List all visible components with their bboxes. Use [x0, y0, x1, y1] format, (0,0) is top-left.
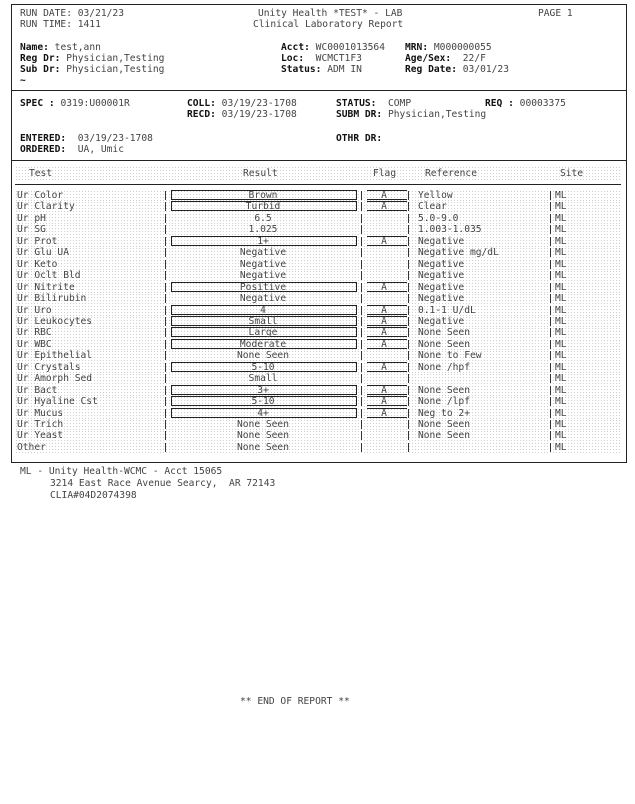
reference-range: 1.003-1.035: [418, 224, 482, 236]
column-separator: [550, 191, 551, 200]
table-row: [15, 442, 621, 453]
sub-dr: Sub Dr: Physician,Testing: [20, 64, 165, 75]
specimen-status: STATUS: COMP: [336, 98, 412, 109]
site-code: ML: [555, 293, 567, 305]
table-row: [15, 339, 621, 350]
table-row: [15, 327, 621, 338]
column-separator: [550, 317, 551, 326]
column-separator: [361, 386, 362, 395]
table-row: [15, 270, 621, 281]
site-code: ML: [555, 419, 567, 430]
column-separator: [361, 225, 362, 234]
test-name: Ur Clarity: [17, 201, 75, 213]
result-value: 1+: [257, 235, 269, 247]
mrn: MRN: M000000055: [405, 42, 492, 53]
column-separator: [361, 397, 362, 406]
column-separator: [361, 191, 362, 200]
site-code: ML: [555, 258, 567, 270]
flag-value: A: [381, 201, 387, 213]
ordered: ORDERED: UA, Umic: [20, 144, 124, 155]
reference-range: Negative: [418, 315, 465, 327]
column-separator: [550, 225, 551, 234]
result-value: 3+: [257, 384, 269, 396]
reference-range: None Seen: [418, 419, 470, 430]
site-code: ML: [555, 201, 567, 213]
test-name: Ur Bact: [17, 384, 58, 396]
column-separator: [165, 328, 166, 337]
flag-value: [362, 430, 406, 441]
column-separator: [550, 374, 551, 383]
reg-date: Reg Date: 03/01/23: [405, 64, 509, 75]
table-row: [15, 190, 621, 201]
test-name: Ur pH: [17, 212, 46, 224]
column-separator: [408, 191, 409, 200]
column-separator: [361, 431, 362, 440]
site-code: ML: [555, 441, 567, 453]
site-code: ML: [555, 190, 567, 201]
site-code: ML: [555, 281, 567, 293]
divider: [12, 160, 626, 161]
reference-range: None to Few: [418, 350, 482, 362]
column-separator: [165, 443, 166, 452]
clia-number: CLIA#04D2074398: [50, 490, 137, 501]
column-separator: [408, 294, 409, 303]
result-value: Brown: [248, 190, 278, 201]
column-separator: [361, 420, 362, 429]
flag-value: A: [381, 281, 387, 293]
result-value: 5-10: [251, 396, 275, 408]
site-line: ML - Unity Health-WCMC - Acct 15065: [20, 466, 223, 477]
column-separator: [165, 237, 166, 246]
result-value: 4: [260, 304, 266, 316]
column-separator: [550, 340, 551, 349]
table-row: [15, 293, 621, 304]
column-separator: [361, 237, 362, 246]
table-header: [15, 166, 621, 182]
reference-range: Negative: [418, 235, 465, 247]
test-name: Ur Uro: [17, 304, 52, 316]
column-separator: [550, 420, 551, 429]
column-separator: [408, 374, 409, 383]
site-code: ML: [555, 327, 567, 339]
test-name: Ur Epithelial: [17, 350, 93, 362]
column-separator: [165, 214, 166, 223]
flag-value: [362, 373, 406, 384]
column-separator: [165, 431, 166, 440]
site-code: ML: [555, 373, 567, 385]
column-separator: [550, 431, 551, 440]
column-separator: [361, 328, 362, 337]
column-separator: [408, 237, 409, 246]
account: Acct: WC0001013564: [281, 42, 385, 53]
column-separator: [550, 397, 551, 406]
result-value: 4+: [257, 407, 269, 419]
column-separator: [550, 271, 551, 280]
result-value: Small: [248, 373, 278, 385]
reference-range: None Seen: [418, 430, 470, 442]
test-name: Ur Bilirubin: [17, 293, 87, 305]
column-separator: [361, 294, 362, 303]
site-code: ML: [555, 304, 567, 316]
column-separator: [550, 214, 551, 223]
table-row: [15, 224, 621, 235]
column-separator: [408, 214, 409, 223]
test-name: Ur Nitrite: [17, 281, 75, 293]
column-separator: [408, 363, 409, 372]
result-value: Moderate: [239, 338, 287, 350]
column-separator: [550, 443, 551, 452]
test-name: Ur Keto: [17, 258, 58, 270]
column-separator: [361, 351, 362, 360]
column-separator: [550, 306, 551, 315]
collected: COLL: 03/19/23-1708: [187, 98, 297, 109]
table-row: [15, 247, 621, 258]
test-name: Ur RBC: [17, 327, 52, 339]
location: Loc: WCMCT1F3: [281, 53, 362, 64]
header-flag: Flag: [373, 168, 397, 179]
reference-range: [418, 442, 550, 453]
flag-value: [362, 213, 406, 224]
column-separator: [408, 260, 409, 269]
table-row: [15, 282, 621, 293]
test-name: Ur Glu UA: [17, 247, 69, 259]
column-separator: [408, 306, 409, 315]
column-separator: [550, 248, 551, 257]
column-separator: [550, 294, 551, 303]
flag-value: A: [381, 235, 387, 247]
run-date: RUN DATE: 03/21/23: [20, 8, 124, 19]
column-separator: [361, 248, 362, 257]
reference-range: Clear: [418, 201, 447, 213]
result-value: Large: [248, 327, 278, 339]
column-separator: [408, 397, 409, 406]
test-name: Ur Amorph Sed: [17, 373, 93, 385]
table-row: [15, 362, 621, 373]
column-separator: [408, 409, 409, 418]
column-separator: [361, 374, 362, 383]
site-code: ML: [555, 224, 567, 236]
table-row: [15, 213, 621, 224]
result-value: None Seen: [237, 441, 289, 453]
column-separator: [165, 420, 166, 429]
column-separator: [408, 225, 409, 234]
column-separator: [165, 374, 166, 383]
column-separator: [361, 271, 362, 280]
column-separator: [165, 294, 166, 303]
flag-value: [362, 293, 406, 304]
reference-range: None Seen: [418, 338, 470, 350]
flag-value: [362, 270, 406, 281]
flag-value: [362, 224, 406, 235]
column-separator: [408, 248, 409, 257]
table-row: [15, 396, 621, 407]
test-name: Ur Mucus: [17, 407, 64, 419]
table-row: [15, 385, 621, 396]
column-separator: [550, 386, 551, 395]
site-code: ML: [555, 384, 567, 396]
divider: [12, 90, 626, 91]
column-separator: [550, 363, 551, 372]
site-code: ML: [555, 235, 567, 247]
test-name: Ur Trich: [17, 419, 64, 430]
result-value: 6.5: [254, 212, 272, 224]
column-separator: [408, 431, 409, 440]
column-separator: [361, 443, 362, 452]
reference-range: None /hpf: [418, 361, 470, 373]
reference-range: 5.0-9.0: [418, 212, 459, 224]
column-separator: [408, 202, 409, 211]
site-code: ML: [555, 270, 567, 282]
flag-value: A: [381, 338, 387, 350]
reference-range: Negative mg/dL: [418, 247, 499, 259]
test-name: Ur SG: [17, 224, 46, 236]
result-value: Positive: [239, 281, 287, 293]
result-value: None Seen: [237, 430, 289, 442]
table-row: [15, 316, 621, 327]
test-name: Ur Leukocytes: [17, 315, 93, 327]
table-row: [15, 201, 621, 212]
column-separator: [165, 363, 166, 372]
reference-range: Negative: [418, 270, 465, 282]
site-code: ML: [555, 430, 567, 442]
test-name: Ur Color: [17, 190, 64, 201]
flag-value: [362, 419, 406, 430]
reg-dr: Reg Dr: Physician,Testing: [20, 53, 165, 64]
test-name: Ur Prot: [17, 235, 58, 247]
column-separator: [165, 191, 166, 200]
column-separator: [361, 363, 362, 372]
column-separator: [550, 328, 551, 337]
reference-range: None /lpf: [418, 396, 470, 408]
table-row: [15, 305, 621, 316]
flag-value: A: [381, 315, 387, 327]
table-row: [15, 373, 621, 384]
site-code: ML: [555, 315, 567, 327]
header-result: Result: [243, 168, 278, 179]
reference-range: Yellow: [418, 190, 453, 201]
column-separator: [165, 386, 166, 395]
header-underline: [15, 184, 621, 185]
patient-status: Status: ADM IN: [281, 64, 362, 75]
flag-value: [362, 350, 406, 361]
site-code: ML: [555, 407, 567, 419]
page-number: PAGE 1: [538, 8, 573, 19]
column-separator: [550, 409, 551, 418]
result-value: Negative: [239, 247, 287, 259]
end-of-report: ** END OF REPORT **: [240, 696, 350, 707]
table-row: [15, 350, 621, 361]
column-separator: [165, 248, 166, 257]
column-separator: [361, 283, 362, 292]
column-separator: [165, 202, 166, 211]
column-separator: [165, 317, 166, 326]
submitting-dr: SUBM DR: Physician,Testing: [336, 109, 487, 120]
column-separator: [361, 340, 362, 349]
column-separator: [408, 443, 409, 452]
column-separator: [550, 237, 551, 246]
test-name: Ur WBC: [17, 338, 52, 350]
site-code: ML: [555, 338, 567, 350]
column-separator: [361, 202, 362, 211]
column-separator: [550, 202, 551, 211]
site-code: ML: [555, 350, 567, 362]
reference-range: None Seen: [418, 384, 470, 396]
flag-value: [362, 259, 406, 270]
result-value: Negative: [239, 293, 287, 305]
column-separator: [408, 328, 409, 337]
header-site: Site: [560, 168, 584, 179]
test-name: Ur Hyaline Cst: [17, 396, 98, 408]
site-code: ML: [555, 212, 567, 224]
report-title: Clinical Laboratory Report: [253, 19, 404, 30]
age-sex: Age/Sex: 22/F: [405, 53, 486, 64]
column-separator: [165, 225, 166, 234]
reference-range: Negative: [418, 293, 465, 305]
table-row: [15, 259, 621, 270]
site-code: ML: [555, 247, 567, 259]
column-separator: [361, 214, 362, 223]
patient-name: Name: test,ann: [20, 42, 101, 53]
column-separator: [408, 340, 409, 349]
flag-value: A: [381, 361, 387, 373]
header-reference: Reference: [425, 168, 477, 179]
test-name: Ur Oclt Bld: [17, 270, 81, 282]
result-value: Turbid: [245, 201, 281, 213]
site-code: ML: [555, 361, 567, 373]
column-separator: [408, 283, 409, 292]
site-code: ML: [555, 396, 567, 408]
column-separator: [165, 351, 166, 360]
column-separator: [165, 271, 166, 280]
column-separator: [165, 409, 166, 418]
column-separator: [361, 260, 362, 269]
tilde-mark: ~: [20, 75, 26, 86]
column-separator: [550, 283, 551, 292]
result-value: Small: [248, 315, 278, 327]
result-value: None Seen: [237, 350, 289, 362]
column-separator: [408, 386, 409, 395]
table-row: [15, 419, 621, 430]
reference-range: Negative: [418, 281, 465, 293]
column-separator: [165, 340, 166, 349]
flag-value: [362, 247, 406, 258]
column-separator: [550, 260, 551, 269]
reference-range: 0.1-1 U/dL: [418, 304, 476, 316]
result-value: None Seen: [237, 419, 289, 430]
column-separator: [165, 397, 166, 406]
specimen-id: SPEC : 0319:U00001R: [20, 98, 130, 109]
result-value: Negative: [239, 270, 287, 282]
reference-range: [418, 373, 550, 384]
column-separator: [165, 283, 166, 292]
column-separator: [361, 306, 362, 315]
test-name: Ur Crystals: [17, 361, 81, 373]
result-value: 1.025: [248, 224, 278, 236]
column-separator: [165, 260, 166, 269]
run-time: RUN TIME: 1411: [20, 19, 101, 30]
flag-value: A: [381, 304, 387, 316]
entered: ENTERED: 03/19/23-1708: [20, 133, 153, 144]
column-separator: [361, 317, 362, 326]
column-separator: [165, 306, 166, 315]
column-separator: [361, 409, 362, 418]
column-separator: [408, 271, 409, 280]
result-value: Negative: [239, 258, 287, 270]
column-separator: [408, 317, 409, 326]
column-separator: [408, 351, 409, 360]
flag-value: A: [381, 396, 387, 408]
flag-value: A: [381, 384, 387, 396]
result-value: 5-10: [251, 361, 275, 373]
table-row: [15, 430, 621, 441]
flag-value: [362, 442, 406, 453]
test-name: Ur Yeast: [17, 430, 64, 442]
reference-range: Negative: [418, 258, 465, 270]
site-address: 3214 East Race Avenue Searcy, AR 72143: [50, 478, 276, 489]
reference-range: None Seen: [418, 327, 470, 339]
flag-value: A: [381, 190, 387, 201]
column-separator: [550, 351, 551, 360]
request-number: REQ : 00003375: [485, 98, 566, 109]
flag-value: A: [381, 407, 387, 419]
table-row: [15, 236, 621, 247]
test-name: Other: [17, 441, 46, 453]
received: RECD: 03/19/23-1708: [187, 109, 297, 120]
header-test: Test: [29, 168, 53, 179]
other-dr-label: OTHR DR:: [336, 133, 383, 144]
reference-range: Neg to 2+: [418, 407, 470, 419]
table-row: [15, 408, 621, 419]
column-separator: [408, 420, 409, 429]
organization-title: Unity Health *TEST* - LAB: [258, 8, 403, 19]
flag-value: A: [381, 327, 387, 339]
